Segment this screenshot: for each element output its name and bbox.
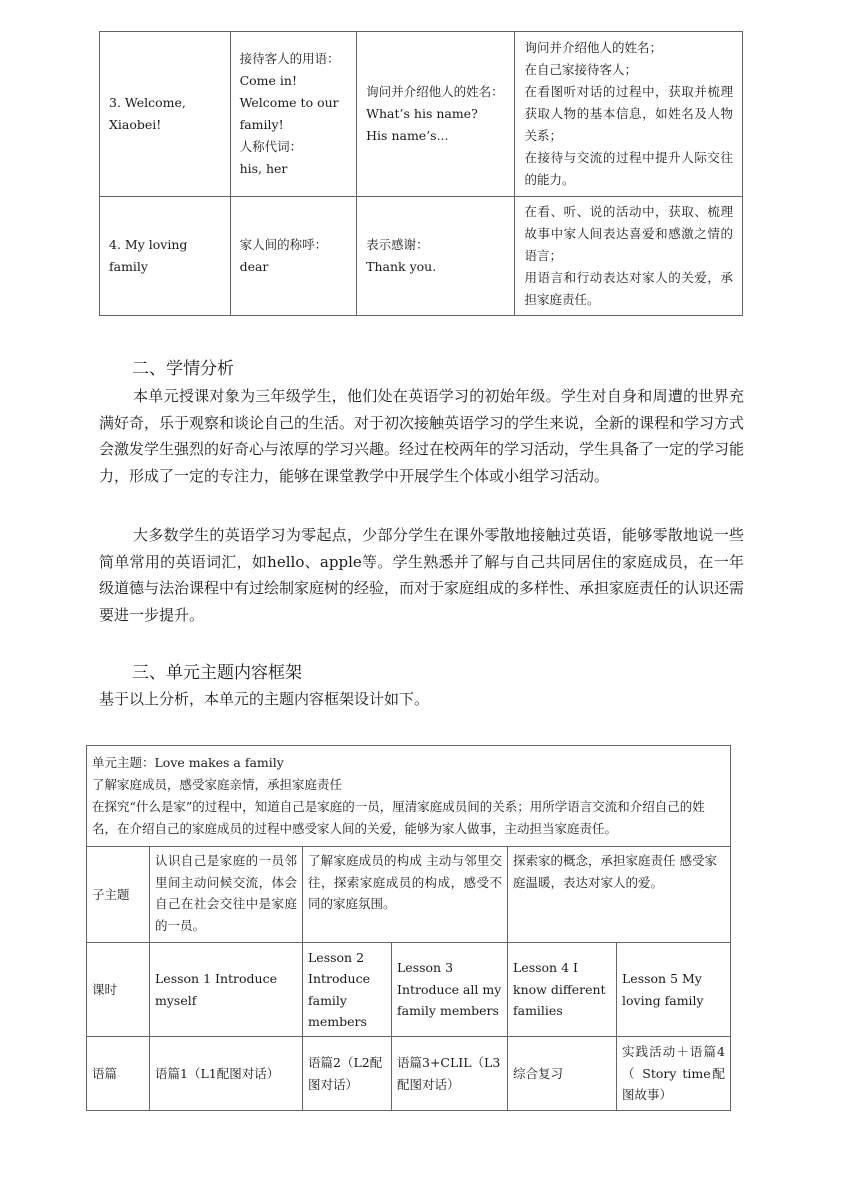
section-heading: 三、单元主题内容框架: [132, 663, 302, 683]
table-row: [87, 943, 731, 1037]
theme-framework-table: [86, 745, 731, 1111]
unit-theme-line: 了解家庭成员，感受家庭亲情，承担家庭责任: [92, 777, 343, 792]
table-row: [87, 847, 731, 943]
goal-cell: 在看、听、说的活动中，获取、梳理故事中家人间表达喜爱和感激之情的语言； 用语言和行动表达对家人的关爱，承担家庭责任。: [515, 197, 743, 316]
function-cell: 询问并介绍他人的姓名： What’s his name? His name’s...: [357, 32, 515, 197]
text-cell: 实践活动＋语篇4（ Story time配图故事）: [617, 1037, 731, 1111]
lesson-objectives-table: [99, 31, 743, 316]
lesson-title-cell: 4. My loving family: [100, 197, 231, 316]
row-label: 语篇: [87, 1037, 150, 1111]
text-cell: 综合复习: [508, 1037, 617, 1111]
sub-theme-cell: 认识自己是家庭的一员邻里间主动问候交流，体会自己在社会交往中是家庭的一员。: [150, 847, 303, 943]
function-cell: 表示感谢： Thank you.: [357, 197, 515, 316]
table-row: [87, 746, 731, 847]
lesson-title-cell: 3. Welcome, Xiaobei!: [100, 32, 231, 197]
sub-theme-cell: 探索家的概念，承担家庭责任 感受家庭温暖，表达对家人的爱。: [508, 847, 731, 943]
row-label: 课时: [87, 943, 150, 1037]
language-cell: 家人间的称呼： dear: [230, 197, 357, 316]
intro-paragraph: 基于以上分析，本单元的主题内容框架设计如下。: [99, 690, 430, 708]
lesson-cell: Lesson 2 Introduce family members: [303, 943, 392, 1037]
text-cell: 语篇1（L1配图对话）: [150, 1037, 303, 1111]
section-heading: 二、学情分析: [132, 359, 234, 379]
unit-theme-cell: [87, 746, 731, 847]
lesson-cell: Lesson 1 Introduce myself: [150, 943, 303, 1037]
paragraph: 本单元授课对象为三年级学生，他们处在英语学习的初始年级。学生对自身和周遭的世界充满好奇，乐于观察和谈论自己的生活。对于初次接触英语学习的学生来说，全新的课程和学习方式会激发学生强烈的好奇心与浓厚的学习兴趣。经过在校两年的学习活动，学生具备了一定的学习能力，形成了一定的专注力，能够在课堂教学中开展学生个体或小组学习活动。: [99, 387, 745, 485]
lesson-cell: Lesson 3 Introduce all my family members: [392, 943, 508, 1037]
sub-theme-cell: 了解家庭成员的构成 主动与邻里交往，探索家庭成员的构成，感受不同的家庭氛围。: [303, 847, 508, 943]
unit-theme-line: 单元主题：Love makes a family: [92, 755, 284, 770]
table-row: [100, 32, 743, 197]
lesson-cell: Lesson 5 My loving family: [617, 943, 731, 1037]
paragraph: 大多数学生的英语学习为零起点，少部分学生在课外零散地接触过英语，能够零散地说一些简单常用的英语词汇，如hello、apple等。学生熟悉并了解与自己共同居住的家庭成员，在一年级道德与法治课程中有过绘制家庭树的经验，而对于家庭组成的多样性、承担家庭责任的认识还需要进一步提升。: [99, 526, 745, 624]
language-cell: 接待客人的用语： Come in! Welcome to our family! 人称代词： his, her: [230, 32, 357, 197]
table-row: [87, 1037, 731, 1111]
row-label: 子主题: [87, 847, 150, 943]
text-cell: 语篇2（L2配图对话）: [303, 1037, 392, 1111]
table-row: [100, 197, 743, 316]
goal-cell: 询问并介绍他人的姓名； 在自己家接待客人； 在看图听对话的过程中，获取并梳理获取人物的基本信息，如姓名及人物关系； 在接待与交流的过程中提升人际交往的能力。: [515, 32, 743, 197]
lesson-cell: Lesson 4 I know different families: [508, 943, 617, 1037]
text-cell: 语篇3+CLIL（L3配图对话）: [392, 1037, 508, 1111]
unit-theme-line: 在探究“什么是家”的过程中，知道自己是家庭的一员，厘清家庭成员间的关系；用所学语言交流和介绍自己的姓名，在介绍自己的家庭成员的过程中感受家人间的关爱，能够为家人做事，主动担当家庭责任。: [92, 799, 705, 836]
